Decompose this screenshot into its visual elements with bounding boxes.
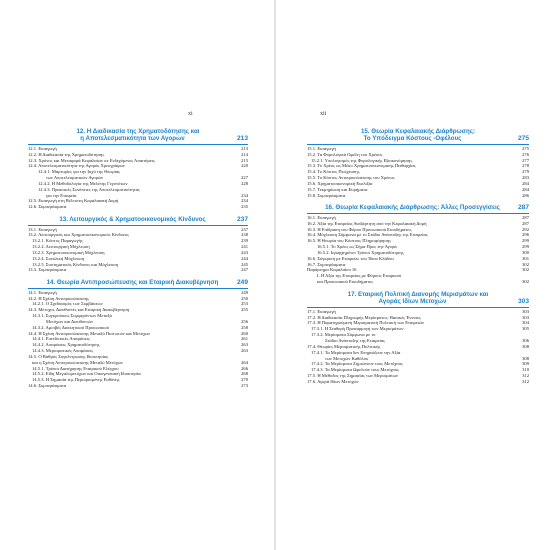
toc-entry-page: 260 (241, 330, 248, 336)
toc-entry-page: 284 (522, 186, 529, 192)
toc-entry-page: 243 (241, 249, 248, 255)
toc-entry-title: για την Εταιρεία (46, 192, 77, 198)
chapter-page-number: 275 (517, 135, 529, 143)
toc-entry-page: 302 (522, 261, 529, 267)
toc-entry-page: 286 (522, 192, 529, 198)
toc-entry-page: 270 (241, 377, 248, 383)
toc-entry-title: Ι. Η Αξία της Εταιρείας με Φόρους Εταιρικού (317, 273, 402, 279)
chapter-title-line (28, 279, 248, 286)
toc-entry-page: 250 (241, 295, 248, 301)
toc-entry-page: 227 (241, 175, 248, 181)
toc-entry-title: 17.4.1. Τα Μερίσματα δεν Επηρεάζουν την Αξία (311, 349, 401, 355)
toc-entry-page: 278 (522, 163, 529, 169)
chapter-title-line (307, 135, 529, 142)
toc-entry-page: 249 (241, 289, 248, 295)
toc-entry-page: 306 (522, 337, 529, 343)
chapter-title-text: 17. Εταιρική Πολιτική Διανομής Μερισμάτων και (347, 290, 489, 298)
toc-entry-title: 12.1. Εισαγωγή (28, 145, 57, 151)
toc-entry-page: 258 (241, 324, 248, 330)
toc-entry-title: 17.1. Εισαγωγή (307, 308, 336, 314)
toc-entry-title: Παράρτημα Κεφαλαίου 16 (307, 267, 357, 273)
toc-entry-page: 299 (522, 238, 529, 244)
toc-entry-page: 284 (522, 180, 529, 186)
toc-entry-title: 16.7. Συμπεράσματα (307, 261, 346, 267)
toc-entry (28, 267, 248, 273)
toc-entry-title: Στάδιο Ανάπτυξης της Εταιρείας (325, 337, 385, 343)
toc-entry-title: 15.8. Συμπεράσματα (307, 192, 346, 198)
toc-entry-page: 215 (241, 157, 248, 163)
chapter-title-text: Το Υπόδειγμα Κόστους -Οφέλους (363, 135, 462, 143)
toc-entry-title: 12.4. Αποτελεσματικότητα της Αγοράς Χρεογράφων (28, 163, 125, 169)
chapter-heading (28, 128, 248, 145)
toc-entry-title: 13.2.3. Χρηματοοικονομική Μόχλευση (32, 249, 105, 255)
toc-entry-page: 277 (522, 157, 529, 163)
toc-entry-title: 15.2. Τα Φορολογικά Οφέλη του Χρέους (307, 151, 383, 157)
toc-entry-title: 17.5. Η Μέθοδος της Σημασίας των Μερισμάτων (307, 373, 398, 379)
toc-entry-title: 14.2. Η Σχέση Αντιπροσώπευσης (28, 295, 89, 301)
chapter-title-line (28, 216, 248, 223)
toc-entry-page: 228 (241, 180, 248, 186)
toc-entry-title: 12.5. Εισαγωγή στη Βέλτιστη Κεφαλαιακή Δομή (28, 198, 119, 204)
chapter-heading (28, 279, 248, 288)
toc-entry-page: 241 (241, 244, 248, 250)
chapter-section (307, 128, 529, 198)
chapter-title-text: 14. Θεωρία Αντιπροσώπευσης και Εταιρική Διακυβέρνηση (46, 279, 219, 287)
toc-entry-title: 15.4. Το Κόστος Πτώχευσης (307, 169, 360, 175)
toc-entry-page: 244 (241, 255, 248, 261)
toc-entry-page: 312 (522, 373, 529, 379)
chapter-page-number: 303 (517, 298, 529, 306)
toc-entry-title: 12.3. Χρόνος και Μεταφορά Κεφαλαίων σε Ενδεχόμενες Απαιτήσεις (28, 157, 156, 163)
toc-entry-title: 16.4. Μόχλευση Σύμφωνα με το Στάδιο Ανάπτυξης της Εταιρείας (307, 232, 428, 238)
toc-entry-title: 13.1. Εισαγωγή (28, 226, 57, 232)
toc-entry-title: 17.4.3. Τα Μερίσματα Ωφελούν τους Μετόχους (311, 367, 399, 373)
toc-entry-page: 234 (241, 192, 248, 198)
toc-entry-title: 16.5.1. Το Χρέος ως Σήμα Προς την Αγορά (317, 244, 397, 250)
chapter-title-text: 12. Η Διαδικασία της Χρηματοδότησης και (76, 128, 200, 135)
toc-entry-page: 309 (522, 361, 529, 367)
toc-entry-title: 14.5.3. Η Σημασία της Περιορισμένης Ευθύνης (32, 377, 120, 383)
chapter-page-number: 237 (236, 216, 248, 224)
chapter-title-line (307, 298, 529, 305)
left-page (0, 0, 274, 550)
table-of-contents (307, 128, 529, 385)
toc-entry-title: 15.1. Εισαγωγή (307, 145, 336, 151)
toc-entry-title: 16.6. Σύγκριση με Εταιρείες του Ίδιου Κλάδου (307, 255, 394, 261)
toc-entry-title: 14.4.2. Αποφάσεις Χρηματοδότησης (32, 342, 100, 348)
toc-entry-page: 220 (241, 163, 248, 169)
toc-entry-title: 15.7. Τεκμηρίωση και Ευρήματα (307, 186, 368, 192)
toc-entry-page: 303 (522, 308, 529, 314)
toc-entry-page: 238 (241, 232, 248, 238)
toc-entry-title: 14.3. Μέτοχοι, Διευθυντές και Εταιρική Διακυβέρνηση (28, 307, 130, 313)
toc-entry-page: 263 (241, 348, 248, 354)
toc-entry-page: 276 (522, 151, 529, 157)
toc-entry-title: 17.6. Αγορά Ιδίων Μετοχών (307, 378, 359, 384)
chapter-section (307, 204, 529, 285)
toc-entry-title: 13.2.1. Κόστος Παραγωγής (32, 238, 83, 244)
toc-entry-page: 287 (522, 214, 529, 220)
toc-entry-page: 239 (241, 238, 248, 244)
chapter-section (307, 291, 529, 385)
toc-entry-title: των Αποτελεσματικών Αγορών (46, 175, 104, 181)
toc-entry-page: 296 (522, 232, 529, 238)
toc-entry-title: 13.2.5. Συστηματικός Κίνδυνος και Μόχλευση (32, 261, 119, 267)
toc-entry-title: 16.5. Η Θεωρία του Κόστους Πληροφόρησης (307, 238, 392, 244)
toc-entry-title: 15.3. Το Χρέος ως Μέσο Χρηματοοικονομικής Πειθαρχίας (307, 163, 416, 169)
toc-entry (307, 379, 529, 385)
toc-entry-title: 14.3.2. Αμοιβές Διοικητικού Προσωπικού (32, 324, 110, 330)
toc-entry-page: 283 (522, 175, 529, 181)
toc-entry-title: 12.2. Η Διαδικασία της Χρηματοδότησης (28, 151, 105, 157)
chapter-title-line (307, 128, 529, 135)
toc-entry-page: 261 (241, 336, 248, 342)
chapter-heading (307, 128, 529, 145)
toc-entry-page: 253 (241, 301, 248, 307)
chapter-page-number: 287 (517, 204, 529, 212)
toc-entry-page: 263 (241, 342, 248, 348)
chapter-title-line (307, 291, 529, 298)
toc-entry-title: 13.2.4. Συνολική Μόχλευση (32, 255, 85, 261)
toc-entry-page: 255 (241, 307, 248, 313)
chapter-title-text: 15. Θεωρία Κεφαλαιακής Διάρθρωσης: (360, 128, 476, 135)
toc-entry-page: 237 (241, 226, 248, 232)
toc-entry-title: 17.3.1. Η Σταθερή Προσαρμογή των Μερισμάτων (311, 326, 404, 332)
toc-entry-page: 308 (522, 355, 529, 361)
chapter-heading (307, 204, 529, 213)
page-number: xi (188, 111, 193, 117)
toc-entry-page: 302 (522, 267, 529, 273)
toc-entry-page: 235 (241, 204, 248, 210)
toc-entry-title: 13.2. Λειτουργικός και Χρηματοοικονομικός Κίνδυνος (28, 232, 129, 238)
toc-entry-page: 247 (241, 267, 248, 273)
toc-entry-title: 14.4. Η Σχέση Αντιπροσώπευσης Μεταξύ Πιστωτών και Μετόχων (28, 330, 151, 336)
toc-entry-title: 14.5.1. Τρόποι Διατήρησης Εταιρικού Ελέγχου (32, 365, 119, 371)
toc-entry-title: 17.3.2. Μερίσματα Σύμφωνα με το (311, 332, 376, 338)
toc-entry-page: 310 (522, 367, 529, 373)
toc-entry-page: 268 (241, 371, 248, 377)
toc-entry-title: 12.4.1. Μαρτυρίες για την Ισχύ της Θεωρίας (38, 169, 121, 175)
toc-entry-page: 303 (522, 314, 529, 320)
toc-entry-title: 17.2. Η Διαδικασία Πληρωμής Μερίσματος: Βασικές Έννοιες (307, 314, 421, 320)
toc-entry-page: 301 (522, 255, 529, 261)
toc-entry-page: 266 (241, 365, 248, 371)
toc-entry-page: 275 (522, 145, 529, 151)
toc-entry-title: 16.1. Εισαγωγή (307, 214, 336, 220)
toc-entry-title: 14.4.1. Επενδυτικές Αποφάσεις (32, 336, 90, 342)
toc-entry-page: 302 (522, 279, 529, 285)
toc-entry-page: 234 (241, 198, 248, 204)
chapter-title-text: η Αποτελεσματικότητα των Αγορών (80, 135, 185, 143)
toc-entry-page: 312 (522, 378, 529, 384)
table-of-contents (28, 128, 248, 389)
chapter-section (28, 279, 248, 389)
toc-entry-title: 17.4. Θεωρίες Μερισματικής Πολιτικής (307, 343, 381, 349)
chapter-title-line (28, 128, 248, 135)
toc-entry-page: 256 (241, 318, 248, 324)
page-number: xii (320, 111, 327, 117)
toc-entry-page: 273 (241, 383, 248, 389)
toc-entry-title: και η Σχέση Αντιπροσώπευσης Μεταξύ Μετόχων (32, 359, 123, 365)
toc-entry-title: 14.5.2. Είδη Μεγαλομετόχων και Οικογενειακή Ιδιοκτησία (32, 371, 141, 377)
toc-entry-title: 15.6. Χρηματοοικονομική Ευελιξία (307, 180, 373, 186)
toc-entry-page: 245 (241, 261, 248, 267)
chapter-title-text: 16. Θεωρία Κεφαλαιακής Διάρθρωσης: Άλλες Προσεγγίσεις (325, 204, 500, 212)
toc-entry-page: 279 (522, 169, 529, 175)
toc-entry-page: 213 (241, 145, 248, 151)
toc-entry-title: 14.6. Συμπεράσματα (28, 383, 67, 389)
toc-entry-title: Μετόχων και Διευθυντών (46, 318, 94, 324)
toc-entry-page: 305 (522, 326, 529, 332)
toc-entry-page: 308 (522, 343, 529, 349)
toc-entry (307, 279, 529, 285)
chapter-heading (307, 291, 529, 308)
toc-entry-page: 214 (241, 151, 248, 157)
toc-entry-page: 264 (241, 359, 248, 365)
toc-entry-title: 13.2.2. Λειτουργική Μόχλευση (32, 244, 90, 250)
toc-entry-title: 14.2.1. Ο Σχεδιασμός των Συμβάσεων (32, 301, 103, 307)
toc-entry-title: 14.1. Εισαγωγή (28, 289, 57, 295)
toc-entry-title: 17.3. Η Παρατηρούμενη Μερισματική Πολιτική των Εταιρειών (307, 320, 425, 326)
toc-entry-title: 13.3. Συμπεράσματα (28, 267, 67, 273)
toc-entry-title: 16.2. Αξία της Εταιρείας Ανεξάρτητη από την Κεφαλαιακή Δομή (307, 220, 427, 226)
toc-entry-title: 17.4.2. Τα Μερίσματα Ζημιώνουν τους Μετόχους (311, 361, 403, 367)
toc-entry-page: 300 (522, 249, 529, 255)
toc-entry-page: 299 (522, 244, 529, 250)
chapter-section (28, 128, 248, 210)
toc-entry (307, 193, 529, 199)
toc-entry-title: 16.5.2. Ιεραρχημένοι Τρόποι Χρηματοδότησης (317, 249, 404, 255)
toc-entry-title: 15.2.1. Υπολογισμός της Φορολογικής Εξοικονόμησης (311, 157, 413, 163)
toc-entry-title: και Προσωπικού Εισοδήματος (317, 279, 374, 285)
toc-entry-title: 12.4.3. Πρακτικές Συνέπειες της Αποτελεσματικότητας (38, 186, 140, 192)
toc-entry-page: 304 (522, 320, 529, 326)
chapter-title-line (307, 204, 529, 211)
toc-entry-page: 287 (522, 220, 529, 226)
right-page (276, 0, 550, 550)
chapter-title-line (28, 135, 248, 142)
toc-entry-title: 15.5. Το Κόστος Αντιπροσώπευσης του Χρέους (307, 175, 395, 181)
chapter-title-text: Αγοράς Ιδίων Μετοχών (378, 298, 447, 306)
toc-entry-title: των Μετοχών Καθόλου (325, 355, 369, 361)
toc-entry-title: 16.3. Η Επίδραση του Φόρου Προσωπικού Εισοδήματος (307, 226, 412, 232)
toc-entry (28, 383, 248, 389)
chapter-heading (28, 216, 248, 225)
toc-entry-title: 14.3.1. Συγκρούσεις Συμφερόντων Μεταξύ (32, 313, 112, 319)
toc-entry-page: 292 (522, 226, 529, 232)
toc-entry-title: 14.5. Ο Βαθμός Συγκέντρωσης Ιδιοκτησίας (28, 353, 109, 359)
chapter-page-number: 213 (236, 135, 248, 143)
chapter-title-text: 13. Λειτουργικός & Χρηματοοικονομικός Κίνδυνος (59, 216, 206, 224)
chapter-page-number: 249 (236, 279, 248, 287)
chapter-section (28, 216, 248, 273)
toc-entry-title: 14.4.3. Μερισματικές Αποφάσεις (32, 348, 94, 354)
toc-entry-title: 12.4.2. Η Μεθοδολογία της Μελέτης Γεγονότων (38, 180, 128, 186)
toc-entry-title: 12.6. Συμπεράσματα (28, 204, 67, 210)
toc-entry (28, 204, 248, 210)
